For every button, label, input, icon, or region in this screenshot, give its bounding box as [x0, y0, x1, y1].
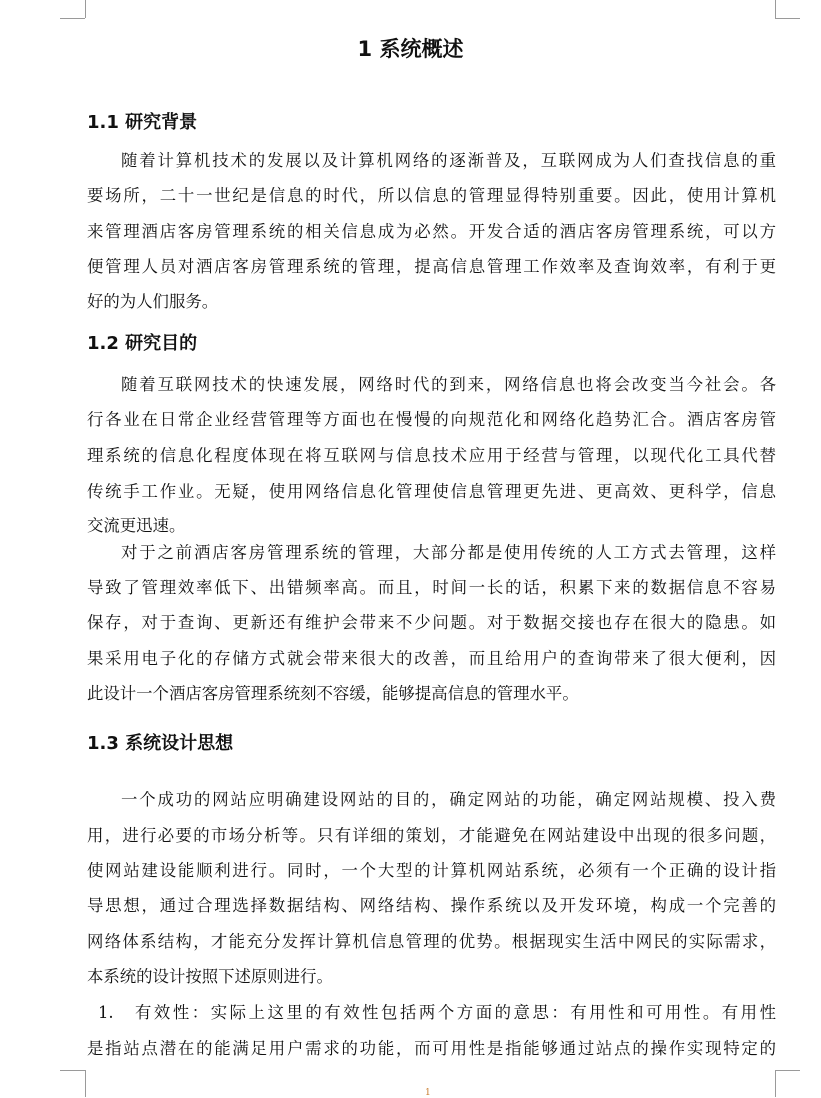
corner-mark-bl-h	[60, 1070, 85, 1071]
paragraph-line: 行各业在日常企业经营管理等方面也在慢慢的向规范化和网络化趋势汇合。酒店客房管	[87, 410, 776, 429]
corner-mark-br-v	[775, 1070, 776, 1097]
paragraph-line: 对于之前酒店客房管理系统的管理，大部分都是使用传统的人工方式去管理，这样	[121, 543, 776, 562]
paragraph-line: 便管理人员对酒店客房管理系统的管理，提高信息管理工作效率及查询效率，有利于更	[87, 257, 776, 276]
paragraph-line: 网络体系结构，才能充分发挥计算机信息管理的优势。根据现实生活中网民的实际需求，	[87, 932, 776, 951]
corner-mark-br-h	[775, 1070, 800, 1071]
page-number: 1	[425, 1088, 431, 1098]
paragraph-line: 要场所，二十一世纪是信息的时代，所以信息的管理显得特别重要。因此，使用计算机	[87, 186, 776, 205]
paragraph-line: 来管理酒店客房管理系统的相关信息成为必然。开发合适的酒店客房管理系统，可以方	[87, 222, 776, 241]
paragraph-line: 使网站建设能顺利进行。同时，一个大型的计算机网站系统，必须有一个正确的设计指	[87, 861, 776, 880]
paragraph-line: 保存，对于查询、更新还有维护会带来不少问题。对于数据交接也存在很大的隐患。如	[87, 613, 776, 632]
paragraph-line: 传统手工作业。无疑，使用网络信息化管理使信息管理更先进、更高效、更科学，信息	[87, 482, 776, 501]
paragraph-line: 导思想，通过合理选择数据结构、网络结构、操作系统以及开发环境，构成一个完善的	[87, 896, 776, 915]
paragraph-line: 果采用电子化的存储方式就会带来很大的改善，而且给用户的查询带来了很大便利，因	[87, 649, 776, 668]
corner-mark-tr-v	[775, 0, 776, 18]
chapter-title: 1 系统概述	[357, 37, 464, 61]
section-heading-1-2: 1.2 研究目的	[87, 333, 198, 354]
list-number: 1.	[98, 1003, 114, 1022]
corner-mark-tl-v	[85, 0, 86, 18]
list-item-line: 是指站点潜在的能满足用户需求的功能，而可用性是指能够通过站点的操作实现特定的	[87, 1039, 776, 1058]
corner-mark-tl-h	[60, 18, 85, 19]
paragraph-line: 一个成功的网站应明确建设网站的目的，确定网站的功能，确定网站规模、投入费	[121, 790, 776, 809]
corner-mark-tr-h	[775, 18, 800, 19]
paragraph-line: 此设计一个酒店客房管理系统刻不容缓，能够提高信息的管理水平。	[87, 684, 579, 703]
section-heading-1-3: 1.3 系统设计思想	[87, 733, 234, 754]
paragraph-line: 用，进行必要的市场分析等。只有详细的策划，才能避免在网站建设中出现的很多问题，	[87, 826, 776, 845]
section-heading-1-1: 1.1 研究背景	[87, 112, 198, 133]
paragraph-line: 随着计算机技术的发展以及计算机网络的逐渐普及，互联网成为人们查找信息的重	[121, 151, 776, 170]
paragraph-line: 理系统的信息化程度体现在将互联网与信息技术应用于经营与管理，以现代化工具代替	[87, 446, 776, 465]
paragraph-line: 随着互联网技术的快速发展，网络时代的到来，网络信息也将会改变当今社会。各	[121, 375, 776, 394]
paragraph-line: 本系统的设计按照下述原则进行。	[87, 967, 333, 986]
list-item-line: 有效性：实际上这里的有效性包括两个方面的意思：有用性和可用性。有用性	[135, 1003, 776, 1022]
corner-mark-bl-v	[85, 1070, 86, 1097]
paragraph-line: 导致了管理效率低下、出错频率高。而且，时间一长的话，积累下来的数据信息不容易	[87, 578, 776, 597]
paragraph-line: 交流更迅速。	[87, 516, 186, 535]
paragraph-line: 好的为人们服务。	[87, 292, 219, 311]
